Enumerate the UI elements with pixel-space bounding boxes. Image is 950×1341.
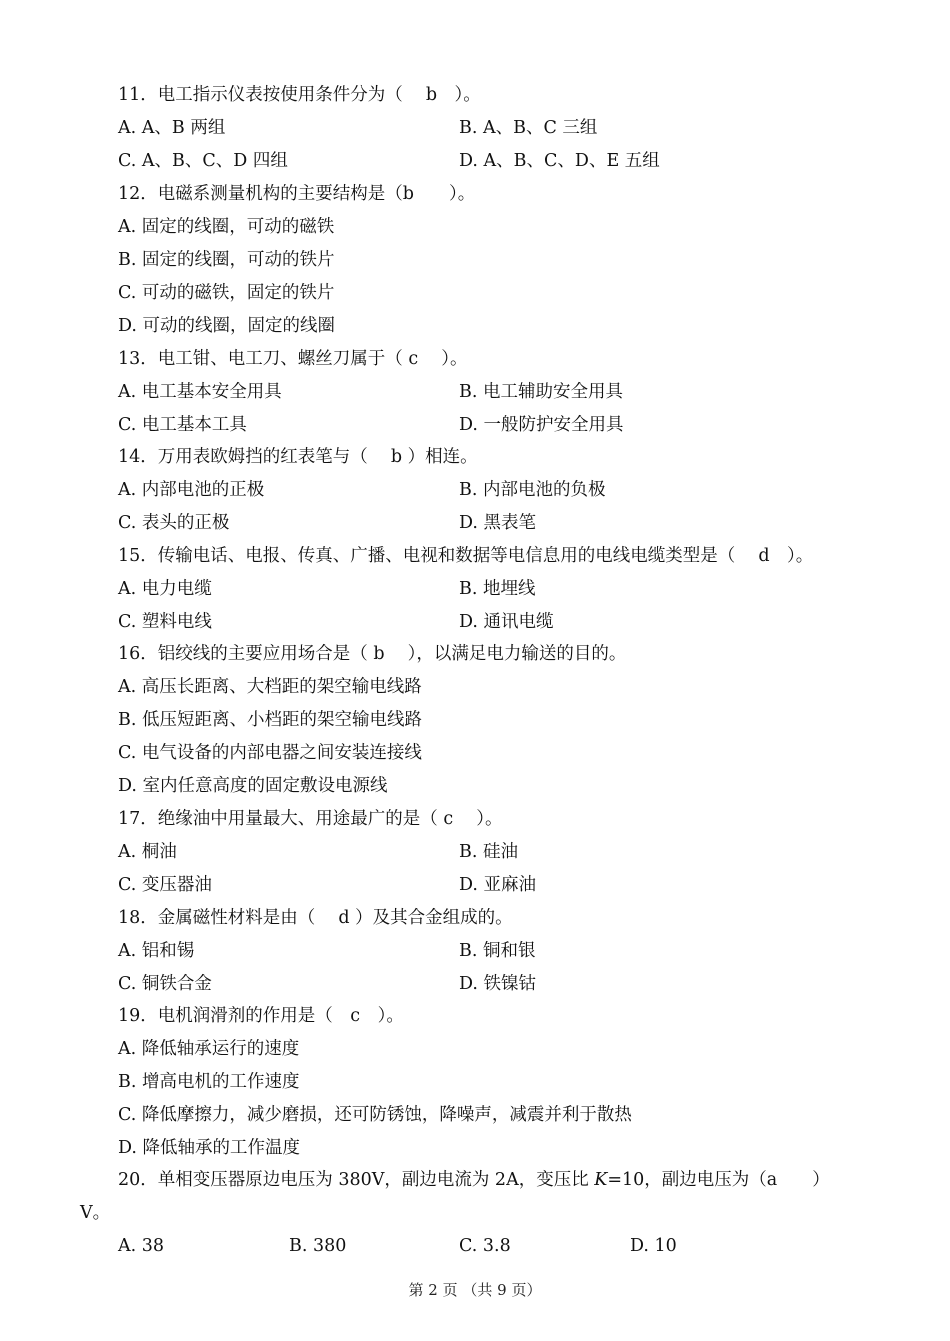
option-c: C. 铜铁合金 [118,974,212,994]
question-16-option-b: B. 低压短距离、小档距的架空输电线路 [118,710,422,730]
option-d: D. 亚麻油 [459,875,537,895]
question-19-stem: 19．电机润滑剂的作用是（ c ）。 [118,1006,404,1026]
question-20-stem-part-1: 20．单相变压器原边电压为 380V，副边电流为 2A，变压比 [118,1170,595,1190]
question-12-stem: 12．电磁系测量机构的主要结构是（b ）。 [118,184,476,204]
option-c: C. 3.8 [459,1236,511,1256]
question-18-options-row-1 [118,935,910,968]
option-a: A. 电工基本安全用具 [118,382,282,402]
question-11-options-row-1 [118,112,910,145]
question-16-stem: 16．铝绞线的主要应用场合是（ b ），以满足电力输送的目的。 [118,644,627,664]
question-16-option-a: A. 高压长距离、大档距的架空输电线路 [118,677,422,697]
option-d: D. 通讯电缆 [459,612,554,632]
option-a: A. A、B 两组 [118,118,226,138]
question-20-stem [118,1164,910,1197]
option-b: B. 硅油 [459,842,518,862]
question-20-stem-continuation: V。 [80,1203,111,1223]
option-a: A. 铝和锡 [118,941,195,961]
option-c: C. 变压器油 [118,875,212,895]
question-16-option-c: C. 电气设备的内部电器之间安装连接线 [118,743,422,763]
question-13-options-row-1 [118,376,910,409]
question-20-variable-k: K [594,1170,608,1190]
question-14-options-row-2 [118,507,910,540]
question-15-options-row-2 [118,606,910,639]
question-16-option-d: D. 室内任意高度的固定敷设电源线 [118,776,388,796]
question-19-option-b: B. 增高电机的工作速度 [118,1072,300,1092]
question-17-options-row-2 [118,869,910,902]
option-a: A. 桐油 [118,842,177,862]
option-b: B. 380 [289,1236,347,1256]
question-19-option-d: D. 降低轴承的工作温度 [118,1138,301,1158]
option-b: B. 铜和银 [459,941,536,961]
option-c: C. 电工基本工具 [118,415,247,435]
question-17-stem: 17．绝缘油中用量最大、用途最广的是（ c ）。 [118,809,503,829]
question-20-stem-part-2: =10，副边电压为（a ） [607,1170,830,1190]
question-11-stem: 11．电工指示仪表按使用条件分为（ b ）。 [118,85,481,105]
option-b: B. 电工辅助安全用具 [459,382,623,402]
question-14-options-row-1 [118,474,910,507]
question-13-options-row-2 [118,409,910,442]
option-d: D. 10 [630,1236,677,1256]
option-a: A. 38 [118,1236,165,1256]
question-17-options-row-1 [118,836,910,869]
question-20-options-row [118,1230,910,1263]
question-18-stem: 18．金属磁性材料是由（ d ）及其合金组成的。 [118,908,513,928]
option-c: C. 塑料电线 [118,612,212,632]
question-15-stem: 15．传输电话、电报、传真、广播、电视和数据等电信息用的电线电缆类型是（ d ）。 [118,546,814,566]
option-a: A. 电力电缆 [118,579,212,599]
option-b: B. 内部电池的负极 [459,480,606,500]
question-12-option-d: D. 可动的线圈，固定的线圈 [118,316,336,336]
question-12-option-c: C. 可动的磁铁，固定的铁片 [118,283,335,303]
option-d: D. 一般防护安全用具 [459,415,624,435]
option-c: C. 表头的正极 [118,513,230,533]
option-b: B. 地埋线 [459,579,536,599]
question-15-options-row-1 [118,573,910,606]
question-12-option-a: A. 固定的线圈，可动的磁铁 [118,217,335,237]
option-d: D. A、B、C、D、E 五组 [459,151,660,171]
question-19-option-a: A. 降低轴承运行的速度 [118,1039,300,1059]
option-c: C. A、B、C、D 四组 [118,151,288,171]
option-d: D. 黑表笔 [459,513,537,533]
question-18-options-row-2 [118,968,910,1001]
question-14-stem: 14．万用表欧姆挡的红表笔与（ b ）相连。 [118,447,478,467]
question-12-option-b: B. 固定的线圈，可动的铁片 [118,250,335,270]
question-11-options-row-2 [118,145,910,178]
option-b: B. A、B、C 三组 [459,118,598,138]
question-19-option-c: C. 降低摩擦力，减少磨损，还可防锈蚀，降噪声，减震并利于散热 [118,1105,632,1125]
option-a: A. 内部电池的正极 [118,480,265,500]
option-d: D. 铁镍钴 [459,974,537,994]
page-footer: 第 2 页 （共 9 页） [408,1281,542,1299]
question-13-stem: 13．电工钳、电工刀、螺丝刀属于（ c ）。 [118,349,468,369]
